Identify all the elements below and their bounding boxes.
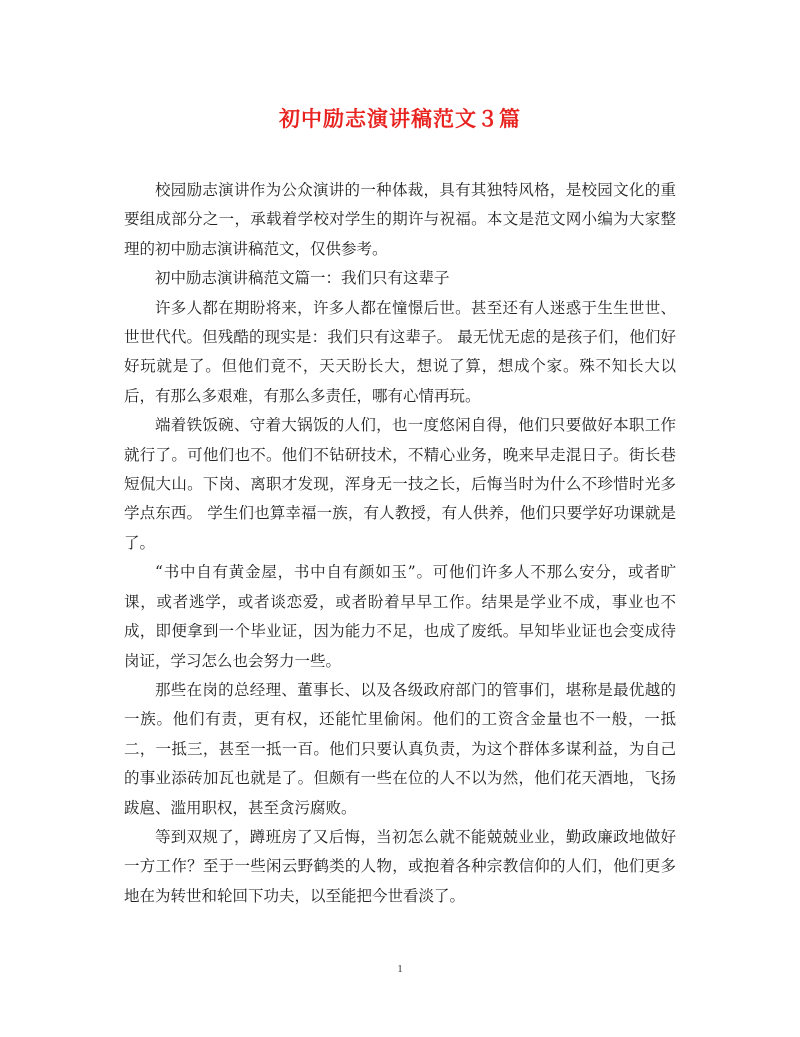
page-number: 1 <box>397 963 403 975</box>
paragraph: “书中自有黄金屋，书中自有颜如玉”。可他们许多人不那么安分，或者旷课，或者逃学，或者谈恋爱，或者盼着早早工作。结果是学业不成，事业也不成，即便拿到一个毕业证，因为能力不足，也成了废纸。早知毕业证也会变成待岗证，学习怎么也会努力一些。 <box>124 563 676 670</box>
document-body <box>124 176 676 911</box>
document-title: 初中励志演讲稿范文３篇 <box>279 106 521 131</box>
paragraph: 许多人都在期盼将来，许多人都在憧憬后世。甚至还有人迷惑于生生世世、世世代代。但残酷的现实是：我们只有这辈子。 最无忧无虑的是孩子们，他们好好玩就是了。但他们竟不，天天盼长大，想说了算，想成个家。殊不知长大以后，有那么多艰难，有那么多责任，哪有心情再玩。 <box>124 298 676 405</box>
paragraph: 那些在岗的总经理、董事长、以及各级政府部门的管事们，堪称是最优越的一族。他们有责，更有权，还能忙里偷闲。他们的工资含金量也不一般，一抵二，一抵三，甚至一抵一百。他们只要认真负责，为这个群体多谋利益，为自己的事业添砖加瓦也就是了。但颇有一些在位的人不以为然，他们花天酒地，飞扬跋扈、滥用职权，甚至贪污腐败。 <box>124 680 676 817</box>
paragraph-subheading: 初中励志演讲稿范文篇一：我们只有这辈子 <box>155 269 450 288</box>
paragraph: 端着铁饭碗、守着大锅饭的人们，也一度悠闲自得，他们只要做好本职工作就行了。可他们也不。他们不钻研技术，不精心业务，晚来早走混日子。街长巷短侃大山。下岗、离职才发现，浑身无一技之长，后悔当时为什么不珍惜时光多学点东西。 学生们也算幸福一族，有人教授，有人供养，他们只要学好功课就是了。 <box>124 416 676 552</box>
paragraph-intro: 校园励志演讲作为公众演讲的一种体裁，具有其独特风格，是校园文化的重要组成部分之一，承载着学校对学生的期许与祝福。本文是范文网小编为大家整理的初中励志演讲稿范文，仅供参考。 <box>124 181 676 258</box>
paragraph: 等到双规了，蹲班房了又后悔，当初怎么就不能兢兢业业，勤政廉政地做好一方工作？至于一些闲云野鹤类的人物，或抱着各种宗教信仰的人们，他们更多地在为转世和轮回下功夫，以至能把今世看淡了。 <box>124 827 676 905</box>
